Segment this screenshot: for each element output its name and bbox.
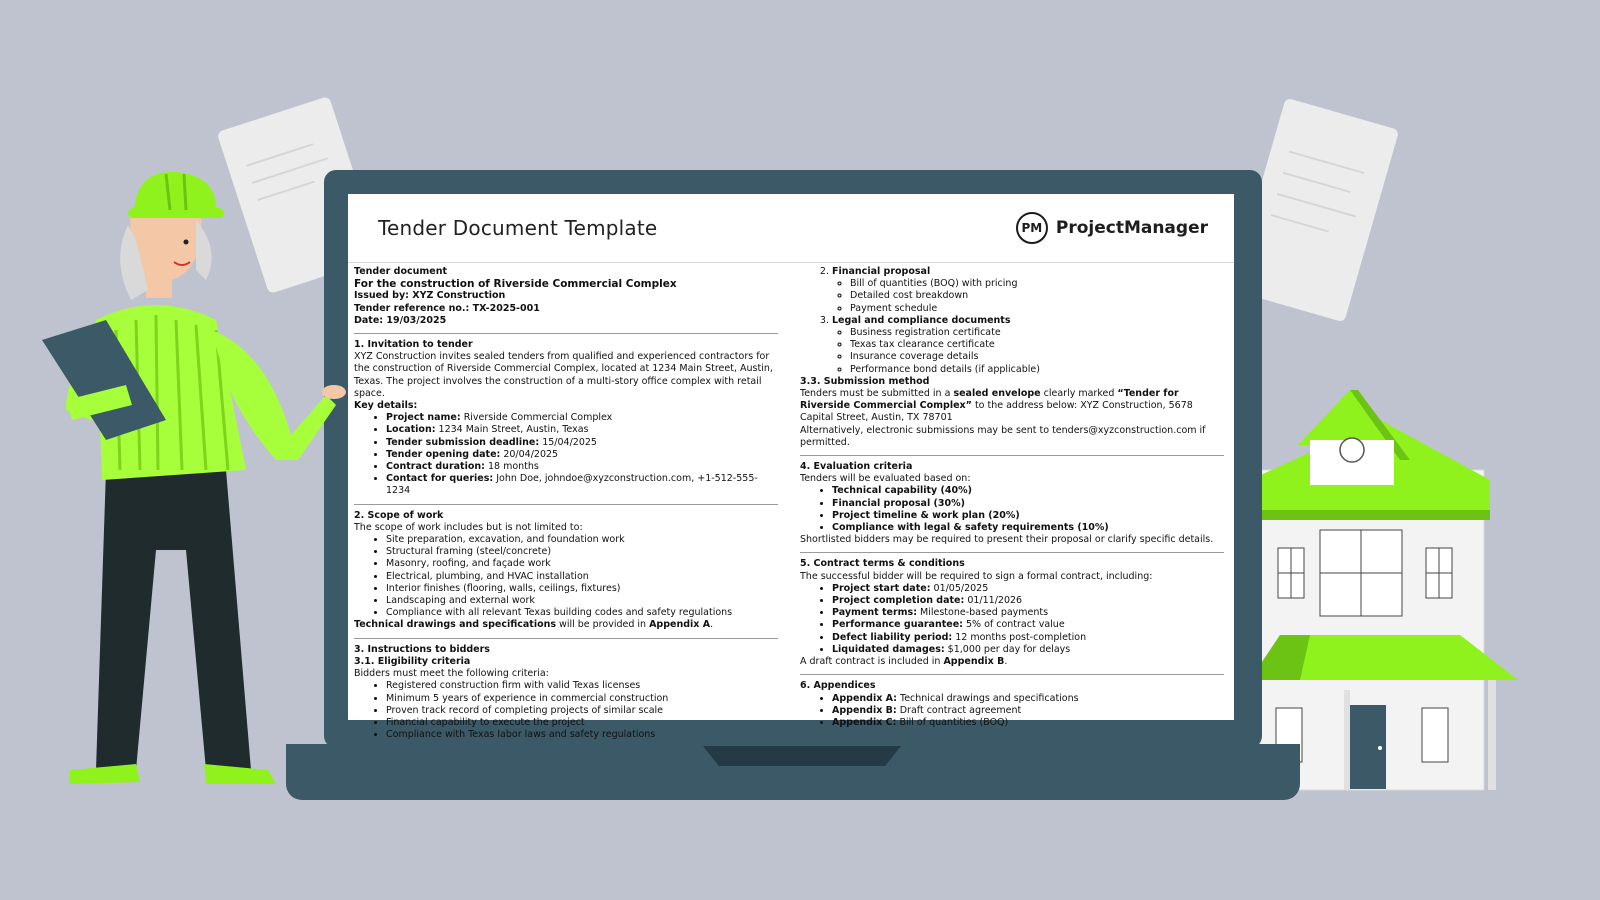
legal-list bbox=[832, 327, 1224, 376]
key-details-title: Key details: bbox=[354, 400, 418, 412]
projectmanager-logo-icon: PM bbox=[1016, 212, 1048, 244]
evaluation-footer: Shortlisted bidders may be required to present their proposal or clarify specific details. bbox=[800, 534, 1214, 546]
list-item: • Project name: Riverside Commercial Complex bbox=[386, 412, 778, 424]
scope-intro: The scope of work includes but is not limited to: bbox=[354, 521, 583, 533]
contract-footer: A draft contract is included in Appendix B. bbox=[800, 656, 1008, 668]
list-item: ◦ Business registration certificate bbox=[850, 327, 1224, 339]
invitation-body: XYZ Construction invites sealed tenders from qualified and experienced contractors for the construction of Riverside Commercial Complex, located at 1234 Main Street, Austin, Texas. The project involves the construction of a multi-story office complex with retail space. bbox=[354, 351, 773, 399]
scope-footer: Technical drawings and specifications will be provided in Appendix A. bbox=[354, 619, 714, 631]
submission-alt: Alternatively, electronic submissions may be sent to tenders@xyzconstruction.com if permitted. bbox=[800, 424, 1206, 448]
financial-list bbox=[832, 278, 1224, 315]
list-item: • Payment terms: Milestone-based payments bbox=[832, 607, 1224, 619]
evaluation-intro: Tenders will be evaluated based on: bbox=[800, 473, 971, 485]
list-item: • Compliance with Texas labor laws and safety regulations bbox=[386, 729, 778, 741]
list-item: • Registered construction firm with valid Texas licenses bbox=[386, 680, 778, 692]
doc-issued-by: Issued by: XYZ Construction bbox=[354, 290, 506, 302]
list-item: 3. Legal and compliance documents ◦ Business registration certificate ◦ Texas tax clearance certificate ◦ Insurance coverage details ◦ Performance bond details (if applicable) bbox=[832, 315, 1224, 376]
list-item: • Appendix A: Technical drawings and specifications bbox=[832, 693, 1224, 705]
required-docs-list bbox=[800, 266, 1224, 376]
list-item: • Liquidated damages: $1,000 per day for delays bbox=[832, 644, 1224, 656]
document-right-column bbox=[800, 266, 1224, 729]
contract-intro: The successful bidder will be required to sign a formal contract, including: bbox=[800, 570, 1153, 582]
divider bbox=[800, 552, 1224, 553]
divider bbox=[354, 333, 778, 334]
list-item: • Electrical, plumbing, and HVAC installation bbox=[386, 571, 778, 583]
list-item: • Defect liability period: 12 months post-completion bbox=[832, 632, 1224, 644]
eligibility-list bbox=[354, 680, 778, 741]
list-item: • Tender submission deadline: 15/04/2025 bbox=[386, 437, 778, 449]
list-item: • Project start date: 01/05/2025 bbox=[832, 583, 1224, 595]
scope-list bbox=[354, 534, 778, 619]
list-item: ◦ Payment schedule bbox=[850, 303, 1224, 315]
submission-body: Tenders must be submitted in a sealed envelope clearly marked “Tender for Riverside Commercial Complex” to the address below: XYZ Construction, 5678 Capital Street, Austin, TX 78701 bbox=[800, 388, 1193, 424]
list-item: ◦ Performance bond details (if applicable) bbox=[850, 364, 1224, 376]
list-item: • Location: 1234 Main Street, Austin, Texas bbox=[386, 424, 778, 436]
list-item: ◦ Texas tax clearance certificate bbox=[850, 339, 1224, 351]
eligibility-intro: Bidders must meet the following criteria: bbox=[354, 668, 549, 680]
list-item: ◦ Detailed cost breakdown bbox=[850, 290, 1224, 302]
list-item: • Landscaping and external work bbox=[386, 595, 778, 607]
submission-title: 3.3. Submission method bbox=[800, 375, 930, 387]
brand[interactable] bbox=[1016, 212, 1208, 244]
divider bbox=[354, 504, 778, 505]
appendices-list bbox=[800, 693, 1224, 730]
document-screen bbox=[348, 194, 1234, 741]
list-item: • Contract duration: 18 months bbox=[386, 461, 778, 473]
invitation-title: 1. Invitation to tender bbox=[354, 339, 473, 351]
list-item: • Appendix B: Draft contract agreement bbox=[832, 705, 1224, 717]
brand-name: ProjectManager bbox=[1055, 218, 1208, 238]
list-item: ◦ Insurance coverage details bbox=[850, 351, 1224, 363]
list-item: 2. Financial proposal ◦ Bill of quantities (BOQ) with pricing ◦ Detailed cost breakdown ◦ Payment schedule bbox=[832, 266, 1224, 315]
instructions-title: 3. Instructions to bidders bbox=[354, 643, 490, 655]
list-item: • Financial capability to execute the project bbox=[386, 717, 778, 729]
evaluation-list bbox=[800, 485, 1224, 534]
list-item: • Performance guarantee: 5% of contract value bbox=[832, 619, 1224, 631]
list-item: • Interior finishes (flooring, walls, ceilings, fixtures) bbox=[386, 583, 778, 595]
divider bbox=[800, 455, 1224, 456]
key-details-list bbox=[354, 412, 778, 497]
list-item: • Project timeline & work plan (20%) bbox=[832, 510, 1224, 522]
list-item: • Tender opening date: 20/04/2025 bbox=[386, 449, 778, 461]
document-left-column bbox=[354, 266, 778, 741]
doc-tender-ref: Tender reference no.: TX-2025-001 bbox=[354, 302, 540, 314]
appendices-title: 6. Appendices bbox=[800, 680, 876, 692]
contract-list bbox=[800, 583, 1224, 656]
divider bbox=[800, 674, 1224, 675]
laptop-notch bbox=[703, 746, 901, 766]
evaluation-title: 4. Evaluation criteria bbox=[800, 461, 913, 473]
engineer-woman-illustration bbox=[36, 170, 346, 810]
list-item: • Appendix C: Bill of quantities (BOQ) bbox=[832, 717, 1224, 729]
list-item: • Compliance with legal & safety requirements (10%) bbox=[832, 522, 1224, 534]
list-item: • Structural framing (steel/concrete) bbox=[386, 546, 778, 558]
list-item: • Contact for queries: John Doe, johndoe@xyzconstruction.com, +1-512-555-1234 bbox=[386, 473, 778, 497]
eligibility-title: 3.1. Eligibility criteria bbox=[354, 655, 471, 667]
doc-heading-line2: For the construction of Riverside Commercial Complex bbox=[354, 278, 677, 291]
list-item: • Proven track record of completing projects of similar scale bbox=[386, 705, 778, 717]
list-item: • Project completion date: 01/11/2026 bbox=[832, 595, 1224, 607]
contract-title: 5. Contract terms & conditions bbox=[800, 558, 965, 570]
document-title: Tender Document Template bbox=[378, 216, 658, 240]
list-item: • Masonry, roofing, and façade work bbox=[386, 558, 778, 570]
list-item: • Site preparation, excavation, and foundation work bbox=[386, 534, 778, 546]
list-item: • Financial proposal (30%) bbox=[832, 498, 1224, 510]
list-item: • Minimum 5 years of experience in commercial construction bbox=[386, 693, 778, 705]
document-header bbox=[348, 194, 1234, 263]
list-item: • Technical capability (40%) bbox=[832, 485, 1224, 497]
list-item: ◦ Bill of quantities (BOQ) with pricing bbox=[850, 278, 1224, 290]
scope-title: 2. Scope of work bbox=[354, 509, 444, 521]
divider bbox=[354, 638, 778, 639]
list-item: • Compliance with all relevant Texas building codes and safety regulations bbox=[386, 607, 778, 619]
doc-date: Date: 19/03/2025 bbox=[354, 314, 447, 326]
doc-heading-line1: Tender document bbox=[354, 266, 448, 277]
